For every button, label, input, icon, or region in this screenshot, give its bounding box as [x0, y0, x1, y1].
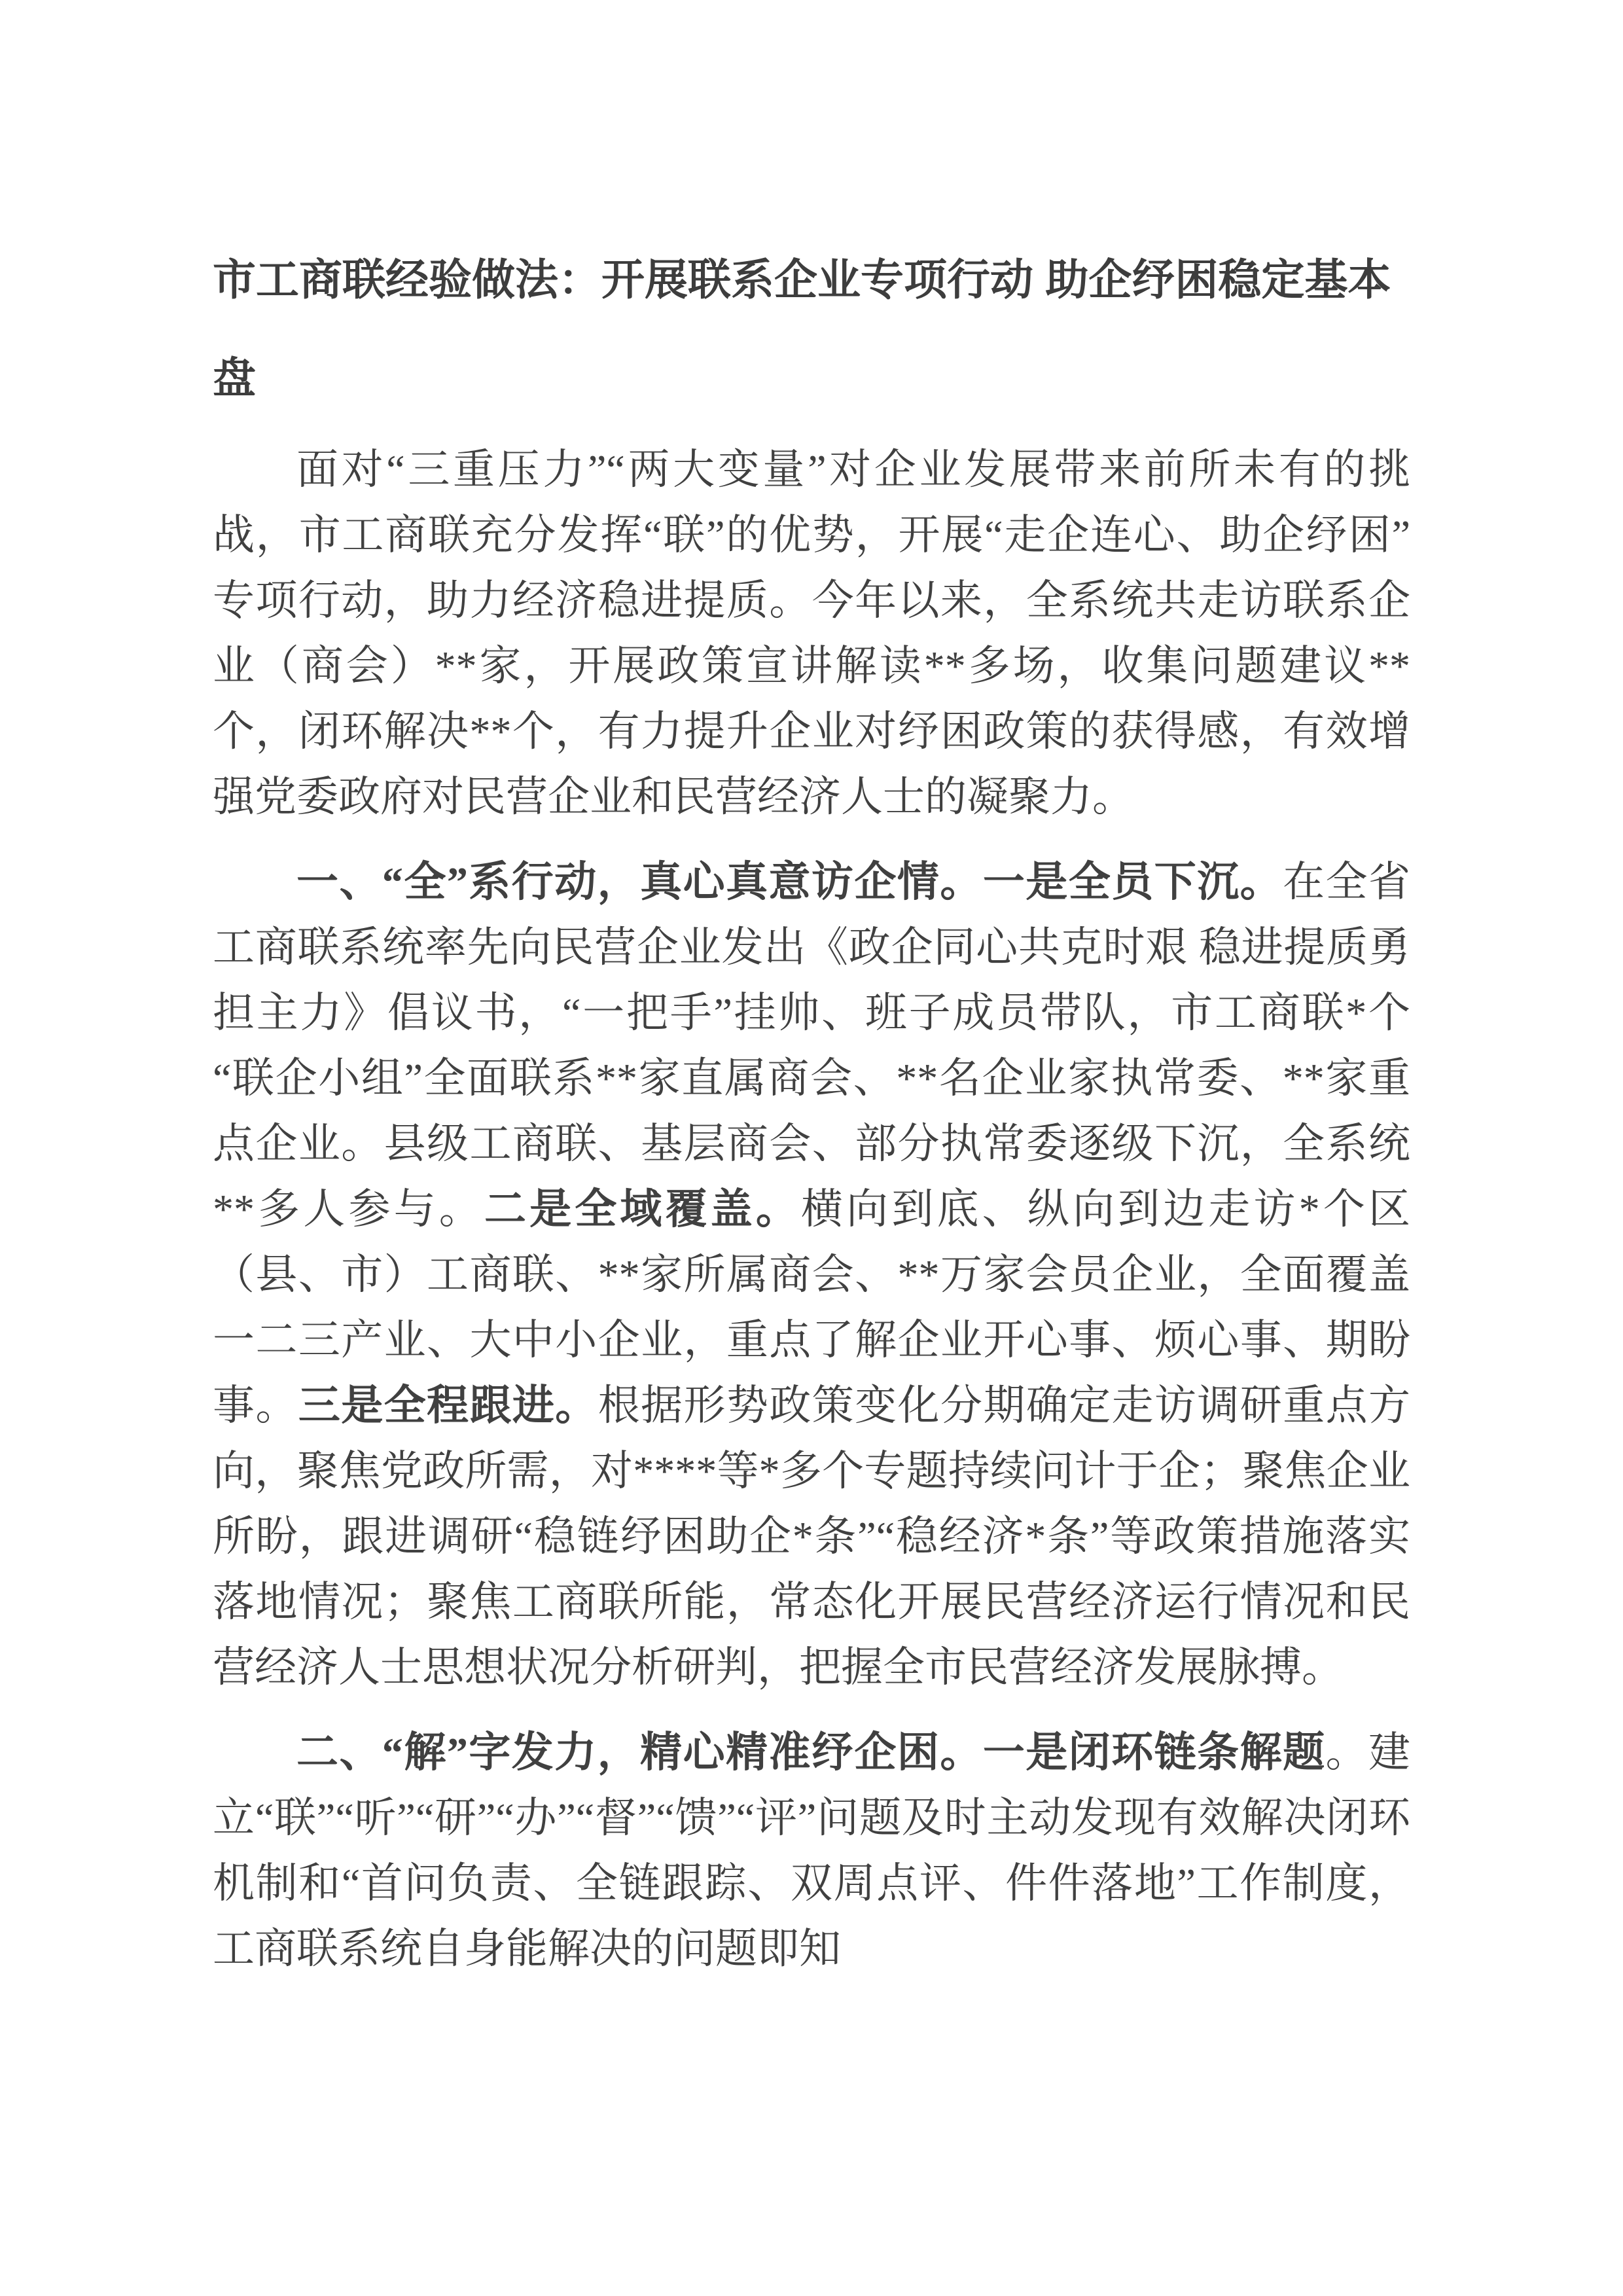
emphasis-text: 二是全域覆盖。: [484, 1186, 802, 1232]
paragraph: [213, 850, 1410, 1700]
document-title: 市工商联经验做法：开展联系企业专项行动 助企纾困稳定基本盘: [213, 255, 1391, 402]
body-text: 在全省工商联系统率先向民营企业发出《政企同心共克时艰 稳进提质勇担主力》倡议书，“一把手”挂帅、班子成员带队，市工商联*个“联企小组”全面联系**家直属商会、**名企业家执常委、**家重点企业。县级工商联、基层商会、部分执常委逐级下沉，全系统**多人参与。: [213, 859, 1411, 1232]
emphasis-text: 一、“全”系行动，真心真意访企情。一是全员下沉。: [296, 859, 1283, 905]
body-text: 面对“三重压力”“两大变量”对企业发展带来前所未有的挑战，市工商联充分发挥“联”的优势，开展“走企连心、助企纾困”专项行动，助力经济稳进提质。今年以来，全系统共走访联系企业（商会）**家，开展政策宣讲解读**多场，收集问题建议**个，闭环解决**个，有力提升企业对纾困政策的获得感，有效增强党委政府对民营企业和民营经济人士的凝聚力。: [213, 446, 1410, 820]
body-text: 。建立“联”“听”“研”“办”“督”“馈”“评”问题及时主动发现有效解决闭环机制和“首问负责、全链跟踪、双周点评、件件落地”工作制度，工商联系统自身能解决的问题即知: [213, 1729, 1411, 1972]
paragraph: [213, 437, 1410, 830]
document-body: [213, 437, 1410, 1982]
body-text: 横向到底、纵向到边走访*个区（县、市）工商联、**家所属商会、**万家会员企业，全面覆盖一二三产业、大中小企业，重点了解企业开心事、烦心事、期盼事。: [213, 1186, 1411, 1429]
emphasis-text: 三是全程跟进。: [298, 1382, 598, 1429]
body-text: 根据形势政策变化分期确定走访调研重点方向，聚焦党政所需，对****等*多个专题持续问计于企；聚焦企业所盼，跟进调研“稳链纾困助企*条”“稳经济*条”等政策措施落实落地情况；聚焦工商联所能，常态化开展民营经济运行情况和民营经济人士思想状况分析研判，把握全市民营经济发展脉搏。: [213, 1382, 1411, 1691]
emphasis-text: 二、“解”字发力，精心精准纾企困。一是闭环链条解题: [296, 1729, 1326, 1776]
paragraph: [213, 1720, 1410, 1982]
